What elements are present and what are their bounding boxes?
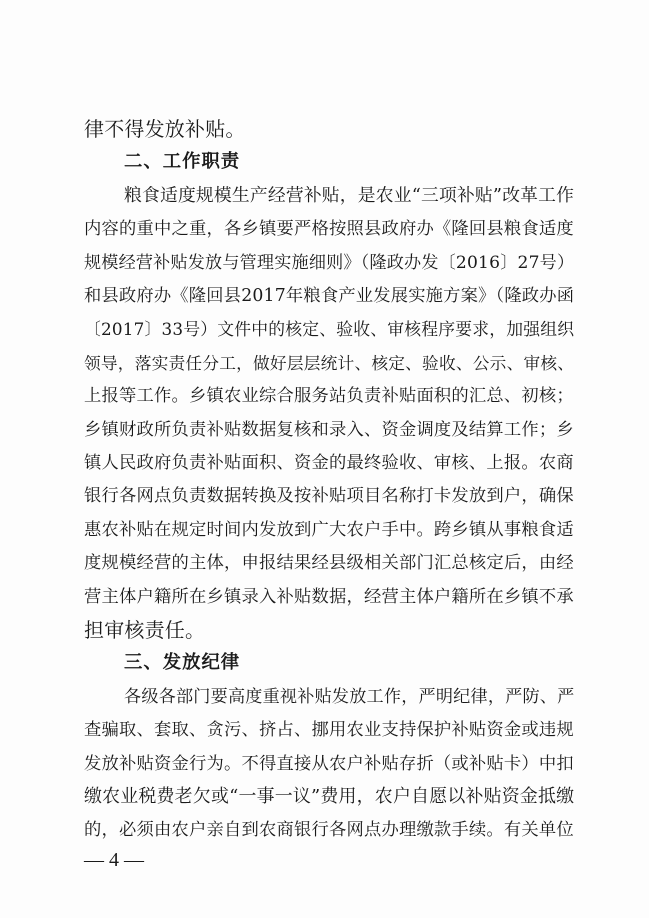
text-line: 各级各部门要高度重视补贴发放工作，严明纪律，严防、严 <box>124 687 575 707</box>
text-line: 营主体户籍所在乡镇录入补贴数据，经营主体户籍所在乡镇不承 <box>84 587 574 607</box>
text-line: 乡镇财政所负责补贴数据复核和录入、资金调度及结算工作；乡 <box>84 420 574 440</box>
text-line: 度规模经营的主体，申报结果经县级相关部门汇总核定后，由经 <box>84 553 574 573</box>
text-line: 的，必须由农户亲自到农商银行各网点办理缴款手续。有关单位 <box>84 820 574 840</box>
text-line: 缴农业税费老欠或“一事一议”费用，农户自愿以补贴资金抵缴 <box>84 786 575 807</box>
page-number: — 4 — <box>84 849 144 871</box>
text-line: 发放补贴资金行为。不得直接从农户补贴存折（或补贴卡）中扣 <box>84 754 574 774</box>
text-line: 上报等工作。乡镇农业综合服务站负责补贴面积的汇总、初核； <box>84 386 574 406</box>
text-line: 查骗取、套取、贪污、挤占、挪用农业支持保护补贴资金或违规 <box>84 720 574 740</box>
text-line: 和县政府办《隆回县2017年粮食产业发展实施方案》（隆政办函 <box>84 286 575 306</box>
text-line: 担审核责任。 <box>84 618 206 642</box>
text-line: 规模经营补贴发放与管理实施细则》（隆政办发〔2016〕27号） <box>84 253 575 273</box>
text-line: 银行各网点负责数据转换及按补贴项目名称打卡发放到户，确保 <box>84 486 574 506</box>
text-line: 领导，落实责任分工，做好层层统计、核定、验收、公示、审核、 <box>84 353 575 373</box>
text-line: 内容的重中之重，各乡镇要严格按照县政府办《隆回县粮食适度 <box>84 219 574 239</box>
section-heading-duties: 二、工作职责 <box>124 151 241 172</box>
text-line: 粮食适度规模生产经营补贴，是农业“三项补贴”改革工作 <box>124 185 575 206</box>
section-heading-discipline: 三、发放纪律 <box>124 652 241 673</box>
text-line: 镇人民政府负责补贴面积、资金的最终验收、审核、上报。农商 <box>84 453 574 473</box>
text-line: 惠农补贴在规定时间内发放到广大农户手中。跨乡镇从事粮食适 <box>84 520 574 540</box>
text-line: 律不得发放补贴。 <box>84 117 246 141</box>
text-line: 〔2017〕33号）文件中的核定、验收、审核程序要求，加强组织 <box>84 319 575 339</box>
